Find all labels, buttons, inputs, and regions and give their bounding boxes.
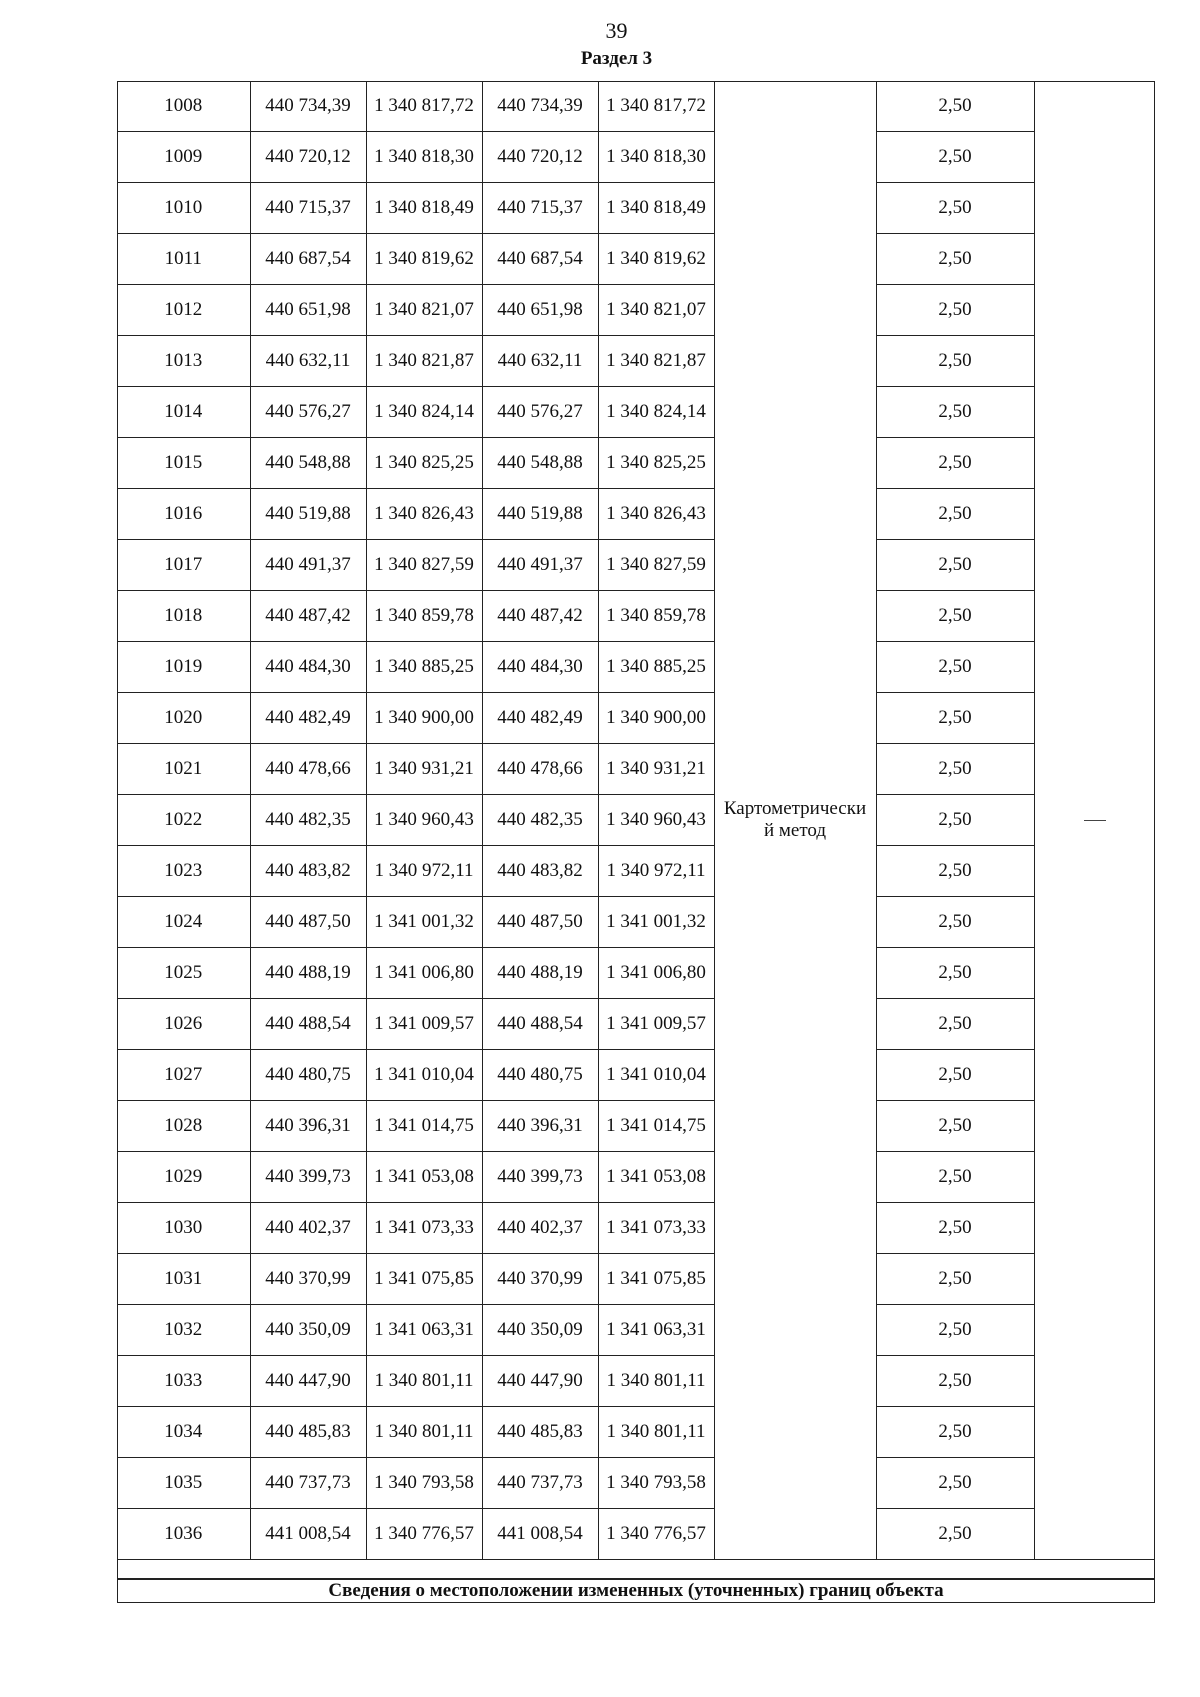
cell-refined-y: 1 341 001,32 <box>598 897 714 948</box>
table-row <box>117 1101 1155 1152</box>
cell-existing-x: 440 548,88 <box>250 438 366 489</box>
cell-existing-x: 440 447,90 <box>250 1356 366 1407</box>
cell-accuracy: 2,50 <box>876 81 1034 132</box>
cell-determination-method: Картометрически й метод <box>714 81 876 1560</box>
cell-accuracy: 2,50 <box>876 1458 1034 1509</box>
cell-accuracy: 2,50 <box>876 591 1034 642</box>
cell-existing-y: 1 340 885,25 <box>366 642 482 693</box>
cell-refined-x: 440 651,98 <box>482 285 598 336</box>
cell-point-number: 1035 <box>117 1458 250 1509</box>
cell-existing-y: 1 341 073,33 <box>366 1203 482 1254</box>
coordinates-table <box>117 81 1155 1560</box>
cell-refined-y: 1 341 010,04 <box>598 1050 714 1101</box>
cell-existing-y: 1 340 960,43 <box>366 795 482 846</box>
remark-dash <box>1084 820 1106 821</box>
cell-existing-y: 1 340 825,25 <box>366 438 482 489</box>
cell-accuracy: 2,50 <box>876 642 1034 693</box>
cell-existing-x: 440 488,54 <box>250 999 366 1050</box>
cell-refined-x: 440 483,82 <box>482 846 598 897</box>
cell-existing-x: 440 487,42 <box>250 591 366 642</box>
cell-refined-x: 440 737,73 <box>482 1458 598 1509</box>
cell-existing-x: 440 687,54 <box>250 234 366 285</box>
table-row <box>117 489 1155 540</box>
table-row <box>117 285 1155 336</box>
cell-existing-y: 1 341 014,75 <box>366 1101 482 1152</box>
cell-point-number: 1031 <box>117 1254 250 1305</box>
cell-existing-y: 1 341 053,08 <box>366 1152 482 1203</box>
cell-refined-y: 1 341 063,31 <box>598 1305 714 1356</box>
table-row <box>117 897 1155 948</box>
cell-refined-y: 1 340 801,11 <box>598 1356 714 1407</box>
cell-existing-y: 1 340 818,30 <box>366 132 482 183</box>
cell-refined-y: 1 340 960,43 <box>598 795 714 846</box>
cell-existing-y: 1 341 063,31 <box>366 1305 482 1356</box>
cell-point-number: 1027 <box>117 1050 250 1101</box>
cell-refined-y: 1 341 006,80 <box>598 948 714 999</box>
table-row <box>117 234 1155 285</box>
table-row <box>117 1458 1155 1509</box>
table-footer-caption: Сведения о местоположении измененных (уточненных) границ объекта <box>117 1578 1155 1603</box>
cell-point-number: 1028 <box>117 1101 250 1152</box>
cell-existing-x: 440 632,11 <box>250 336 366 387</box>
cell-existing-x: 440 734,39 <box>250 81 366 132</box>
page-number: 39 <box>605 18 628 43</box>
cell-point-number: 1034 <box>117 1407 250 1458</box>
cell-point-number: 1018 <box>117 591 250 642</box>
cell-accuracy: 2,50 <box>876 1509 1034 1560</box>
cell-point-number: 1016 <box>117 489 250 540</box>
cell-existing-x: 440 651,98 <box>250 285 366 336</box>
cell-refined-y: 1 340 826,43 <box>598 489 714 540</box>
cell-refined-x: 440 720,12 <box>482 132 598 183</box>
cell-point-number: 1012 <box>117 285 250 336</box>
cell-accuracy: 2,50 <box>876 489 1034 540</box>
cell-accuracy: 2,50 <box>876 438 1034 489</box>
cell-point-number: 1023 <box>117 846 250 897</box>
cell-refined-x: 440 399,73 <box>482 1152 598 1203</box>
cell-refined-y: 1 341 014,75 <box>598 1101 714 1152</box>
table-row <box>117 336 1155 387</box>
cell-existing-x: 440 350,09 <box>250 1305 366 1356</box>
table-row <box>117 1356 1155 1407</box>
cell-existing-x: 440 576,27 <box>250 387 366 438</box>
cell-remark <box>1034 81 1155 1560</box>
cell-refined-x: 440 482,35 <box>482 795 598 846</box>
cell-refined-x: 440 715,37 <box>482 183 598 234</box>
cell-existing-y: 1 341 075,85 <box>366 1254 482 1305</box>
cell-accuracy: 2,50 <box>876 1356 1034 1407</box>
cell-accuracy: 2,50 <box>876 1050 1034 1101</box>
cell-point-number: 1013 <box>117 336 250 387</box>
table-row <box>117 846 1155 897</box>
cell-refined-y: 1 340 817,72 <box>598 81 714 132</box>
cell-point-number: 1019 <box>117 642 250 693</box>
cell-point-number: 1032 <box>117 1305 250 1356</box>
cell-refined-x: 440 447,90 <box>482 1356 598 1407</box>
coordinates-table-body <box>117 81 1155 1560</box>
cell-accuracy: 2,50 <box>876 948 1034 999</box>
cell-accuracy: 2,50 <box>876 336 1034 387</box>
cell-refined-y: 1 341 053,08 <box>598 1152 714 1203</box>
cell-refined-x: 440 350,09 <box>482 1305 598 1356</box>
cell-refined-y: 1 340 821,07 <box>598 285 714 336</box>
cell-accuracy: 2,50 <box>876 846 1034 897</box>
cell-point-number: 1036 <box>117 1509 250 1560</box>
cell-point-number: 1015 <box>117 438 250 489</box>
cell-refined-y: 1 340 885,25 <box>598 642 714 693</box>
cell-point-number: 1026 <box>117 999 250 1050</box>
cell-existing-x: 440 720,12 <box>250 132 366 183</box>
table-row <box>117 1407 1155 1458</box>
cell-refined-x: 440 734,39 <box>482 81 598 132</box>
cell-existing-x: 440 482,49 <box>250 693 366 744</box>
cell-refined-y: 1 340 819,62 <box>598 234 714 285</box>
cell-refined-x: 440 488,19 <box>482 948 598 999</box>
table-row <box>117 1152 1155 1203</box>
table-row <box>117 387 1155 438</box>
cell-point-number: 1010 <box>117 183 250 234</box>
cell-accuracy: 2,50 <box>876 744 1034 795</box>
table-row <box>117 795 1155 846</box>
cell-existing-x: 440 485,83 <box>250 1407 366 1458</box>
cell-existing-y: 1 340 776,57 <box>366 1509 482 1560</box>
table-row <box>117 693 1155 744</box>
cell-existing-x: 440 737,73 <box>250 1458 366 1509</box>
cell-refined-y: 1 340 818,49 <box>598 183 714 234</box>
cell-refined-x: 440 478,66 <box>482 744 598 795</box>
cell-existing-x: 440 484,30 <box>250 642 366 693</box>
cell-refined-y: 1 340 801,11 <box>598 1407 714 1458</box>
cell-refined-x: 440 480,75 <box>482 1050 598 1101</box>
cell-existing-y: 1 341 001,32 <box>366 897 482 948</box>
cell-existing-x: 440 483,82 <box>250 846 366 897</box>
table-row <box>117 591 1155 642</box>
cell-existing-y: 1 340 972,11 <box>366 846 482 897</box>
table-row <box>117 1305 1155 1356</box>
table-row <box>117 1050 1155 1101</box>
cell-refined-y: 1 340 776,57 <box>598 1509 714 1560</box>
cell-existing-y: 1 340 827,59 <box>366 540 482 591</box>
cell-refined-x: 441 008,54 <box>482 1509 598 1560</box>
cell-accuracy: 2,50 <box>876 999 1034 1050</box>
cell-accuracy: 2,50 <box>876 795 1034 846</box>
cell-refined-x: 440 484,30 <box>482 642 598 693</box>
cell-accuracy: 2,50 <box>876 1407 1034 1458</box>
cell-existing-y: 1 340 819,62 <box>366 234 482 285</box>
cell-existing-y: 1 340 859,78 <box>366 591 482 642</box>
cell-refined-x: 440 485,83 <box>482 1407 598 1458</box>
cell-refined-y: 1 341 009,57 <box>598 999 714 1050</box>
cell-refined-x: 440 487,50 <box>482 897 598 948</box>
cell-existing-y: 1 340 817,72 <box>366 81 482 132</box>
cell-point-number: 1009 <box>117 132 250 183</box>
cell-existing-y: 1 340 801,11 <box>366 1356 482 1407</box>
cell-existing-x: 440 370,99 <box>250 1254 366 1305</box>
section-title: Раздел 3 <box>580 48 653 69</box>
table-row <box>117 1203 1155 1254</box>
cell-existing-x: 440 491,37 <box>250 540 366 591</box>
cell-refined-x: 440 487,42 <box>482 591 598 642</box>
cell-refined-y: 1 340 859,78 <box>598 591 714 642</box>
cell-refined-x: 440 548,88 <box>482 438 598 489</box>
cell-refined-x: 440 519,88 <box>482 489 598 540</box>
cell-refined-x: 440 396,31 <box>482 1101 598 1152</box>
cell-point-number: 1014 <box>117 387 250 438</box>
cell-accuracy: 2,50 <box>876 1254 1034 1305</box>
cell-existing-x: 440 399,73 <box>250 1152 366 1203</box>
cell-existing-x: 440 715,37 <box>250 183 366 234</box>
cell-point-number: 1008 <box>117 81 250 132</box>
cell-existing-y: 1 340 900,00 <box>366 693 482 744</box>
cell-existing-y: 1 340 818,49 <box>366 183 482 234</box>
cell-existing-y: 1 341 006,80 <box>366 948 482 999</box>
cell-refined-y: 1 340 900,00 <box>598 693 714 744</box>
table-row <box>117 438 1155 489</box>
cell-existing-y: 1 340 821,07 <box>366 285 482 336</box>
table-row <box>117 1254 1155 1305</box>
cell-refined-x: 440 402,37 <box>482 1203 598 1254</box>
cell-refined-x: 440 576,27 <box>482 387 598 438</box>
cell-existing-y: 1 341 010,04 <box>366 1050 482 1101</box>
cell-existing-y: 1 340 821,87 <box>366 336 482 387</box>
cell-existing-x: 440 480,75 <box>250 1050 366 1101</box>
table-row <box>117 81 1155 132</box>
cell-existing-y: 1 340 793,58 <box>366 1458 482 1509</box>
table-row <box>117 999 1155 1050</box>
cell-accuracy: 2,50 <box>876 1203 1034 1254</box>
cell-refined-x: 440 482,49 <box>482 693 598 744</box>
cell-existing-y: 1 340 826,43 <box>366 489 482 540</box>
cell-accuracy: 2,50 <box>876 897 1034 948</box>
cell-existing-y: 1 340 931,21 <box>366 744 482 795</box>
cell-accuracy: 2,50 <box>876 1101 1034 1152</box>
cell-existing-x: 440 519,88 <box>250 489 366 540</box>
cell-point-number: 1020 <box>117 693 250 744</box>
table-row <box>117 132 1155 183</box>
cell-refined-y: 1 340 825,25 <box>598 438 714 489</box>
table-row <box>117 540 1155 591</box>
cell-point-number: 1029 <box>117 1152 250 1203</box>
cell-refined-y: 1 340 818,30 <box>598 132 714 183</box>
cell-accuracy: 2,50 <box>876 132 1034 183</box>
cell-refined-x: 440 370,99 <box>482 1254 598 1305</box>
table-row <box>117 744 1155 795</box>
cell-accuracy: 2,50 <box>876 540 1034 591</box>
cell-existing-x: 440 487,50 <box>250 897 366 948</box>
cell-accuracy: 2,50 <box>876 1305 1034 1356</box>
cell-refined-x: 440 488,54 <box>482 999 598 1050</box>
table-row <box>117 948 1155 999</box>
cell-accuracy: 2,50 <box>876 693 1034 744</box>
cell-accuracy: 2,50 <box>876 387 1034 438</box>
cell-point-number: 1022 <box>117 795 250 846</box>
cell-point-number: 1011 <box>117 234 250 285</box>
cell-existing-y: 1 340 801,11 <box>366 1407 482 1458</box>
cell-point-number: 1030 <box>117 1203 250 1254</box>
cell-existing-y: 1 340 824,14 <box>366 387 482 438</box>
cell-refined-x: 440 491,37 <box>482 540 598 591</box>
cell-refined-y: 1 340 931,21 <box>598 744 714 795</box>
cell-refined-x: 440 687,54 <box>482 234 598 285</box>
cell-refined-x: 440 632,11 <box>482 336 598 387</box>
table-row <box>117 183 1155 234</box>
cell-point-number: 1033 <box>117 1356 250 1407</box>
cell-existing-x: 440 402,37 <box>250 1203 366 1254</box>
cell-existing-x: 440 488,19 <box>250 948 366 999</box>
cell-refined-y: 1 340 821,87 <box>598 336 714 387</box>
table-row <box>117 642 1155 693</box>
cell-accuracy: 2,50 <box>876 1152 1034 1203</box>
cell-refined-y: 1 341 073,33 <box>598 1203 714 1254</box>
cell-refined-y: 1 340 824,14 <box>598 387 714 438</box>
cell-refined-y: 1 341 075,85 <box>598 1254 714 1305</box>
cell-accuracy: 2,50 <box>876 285 1034 336</box>
cell-refined-y: 1 340 827,59 <box>598 540 714 591</box>
cell-existing-x: 440 396,31 <box>250 1101 366 1152</box>
cell-existing-y: 1 341 009,57 <box>366 999 482 1050</box>
cell-refined-y: 1 340 793,58 <box>598 1458 714 1509</box>
cell-point-number: 1017 <box>117 540 250 591</box>
table-row <box>117 1509 1155 1560</box>
cell-existing-x: 440 478,66 <box>250 744 366 795</box>
cell-accuracy: 2,50 <box>876 234 1034 285</box>
cell-refined-y: 1 340 972,11 <box>598 846 714 897</box>
cell-existing-x: 440 482,35 <box>250 795 366 846</box>
cell-point-number: 1021 <box>117 744 250 795</box>
cell-existing-x: 441 008,54 <box>250 1509 366 1560</box>
cell-point-number: 1025 <box>117 948 250 999</box>
cell-point-number: 1024 <box>117 897 250 948</box>
cell-accuracy: 2,50 <box>876 183 1034 234</box>
